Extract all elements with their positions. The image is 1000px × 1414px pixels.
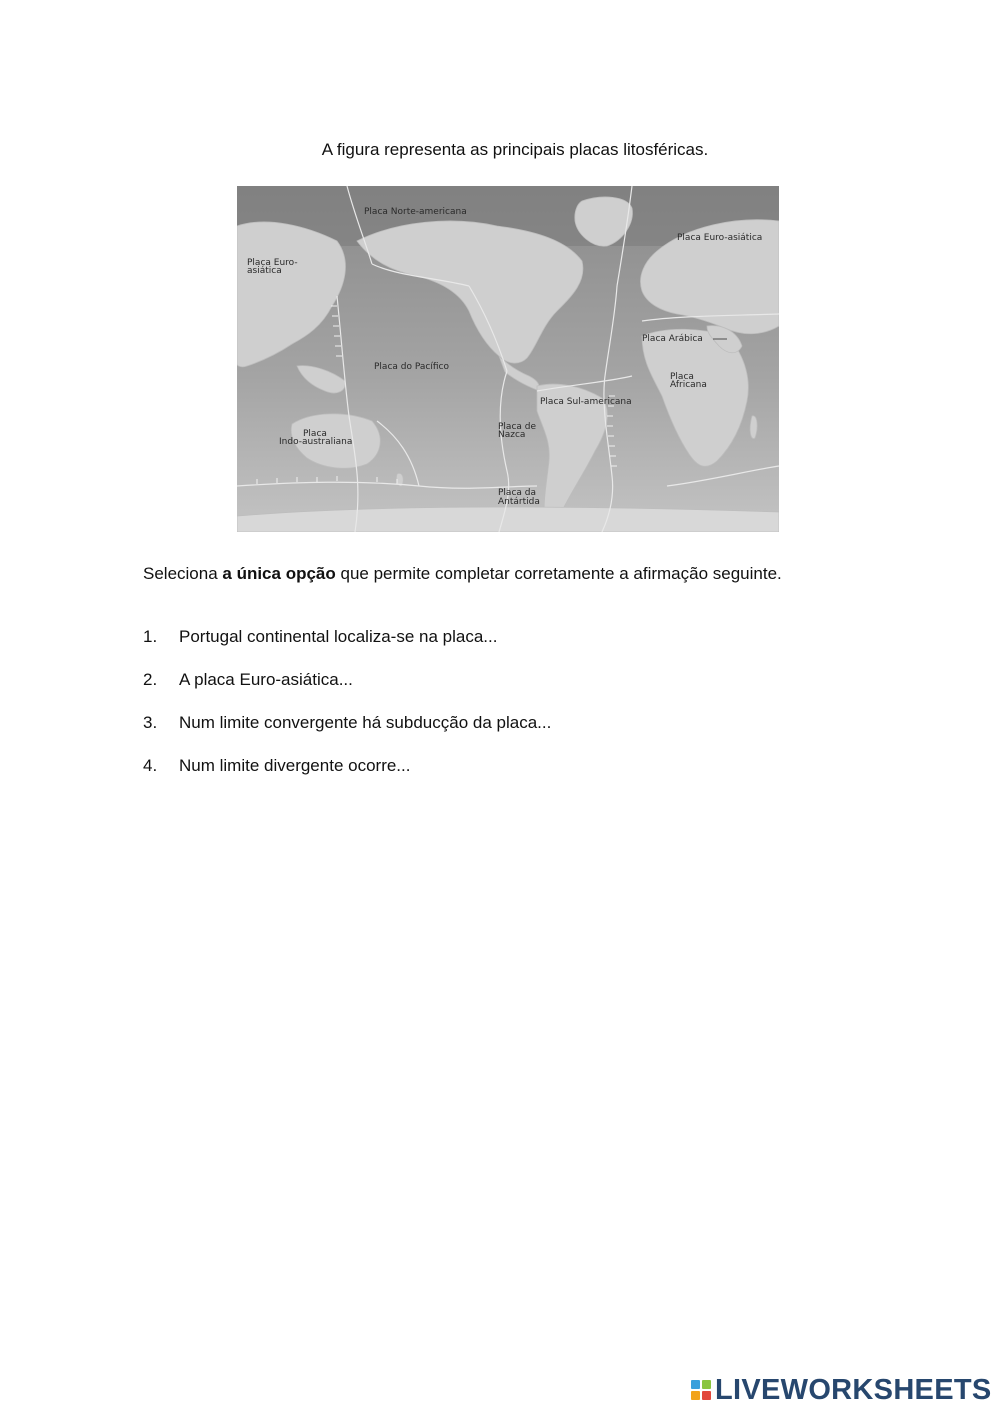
question-item	[143, 756, 551, 799]
label-eurasian-plate-right: Placa Euro-asiática	[677, 233, 763, 243]
label-african-plate-line2: Africana	[670, 380, 707, 390]
tectonic-plates-map	[237, 186, 779, 532]
label-indo-australian-plate-line2: Indo-australiana	[279, 437, 353, 447]
instruction-text	[143, 564, 782, 584]
instruction-before: Seleciona	[143, 564, 223, 583]
label-nazca-plate-line2: Nazca	[498, 430, 526, 440]
question-text: Portugal continental localiza-se na placa...	[179, 627, 498, 646]
logo-square-blue	[691, 1380, 700, 1389]
instruction-bold: a única opção	[222, 564, 336, 583]
question-text: Num limite convergente há subducção da placa...	[179, 713, 552, 732]
intro-text: A figura representa as principais placas litosféricas.	[321, 140, 709, 159]
question-list	[143, 627, 551, 799]
label-arabian-plate: Placa Arábica	[642, 334, 703, 344]
logo-square-green	[702, 1380, 711, 1389]
question-number: 2.	[143, 670, 158, 689]
logo-square-orange	[691, 1391, 700, 1400]
label-eurasian-plate-left-line1: Placa Euro-	[247, 258, 298, 268]
question-item	[143, 713, 551, 756]
question-number: 1.	[143, 627, 158, 646]
logo-wordmark: LIVEWORKSHEETS	[715, 1373, 992, 1406]
label-eurasian-plate-left-line2: asiática	[247, 266, 282, 276]
label-nazca-plate-line1: Placa de	[498, 422, 537, 432]
liveworksheets-logo[interactable]	[691, 1373, 992, 1407]
logo-mark-icon	[691, 1380, 711, 1400]
question-text: A placa Euro-asiática...	[179, 670, 353, 689]
question-item	[143, 670, 551, 713]
question-item	[143, 627, 551, 670]
label-african-plate-line1: Placa	[670, 372, 694, 382]
label-antarctic-plate-line1: Placa da	[498, 488, 536, 498]
label-north-american-plate: Placa Norte-americana	[364, 207, 467, 217]
question-number: 3.	[143, 713, 158, 732]
label-antarctic-plate-line2: Antártida	[498, 497, 540, 507]
instruction-after: que permite completar corretamente a afirmação seguinte.	[335, 564, 782, 583]
label-indo-australian-plate-line1: Placa	[303, 429, 327, 439]
label-south-american-plate: Placa Sul-americana	[540, 397, 632, 407]
question-text: Num limite divergente ocorre...	[179, 756, 411, 775]
logo-square-red	[702, 1391, 711, 1400]
label-pacific-plate: Placa do Pacífico	[374, 362, 449, 372]
question-number: 4.	[143, 756, 158, 775]
